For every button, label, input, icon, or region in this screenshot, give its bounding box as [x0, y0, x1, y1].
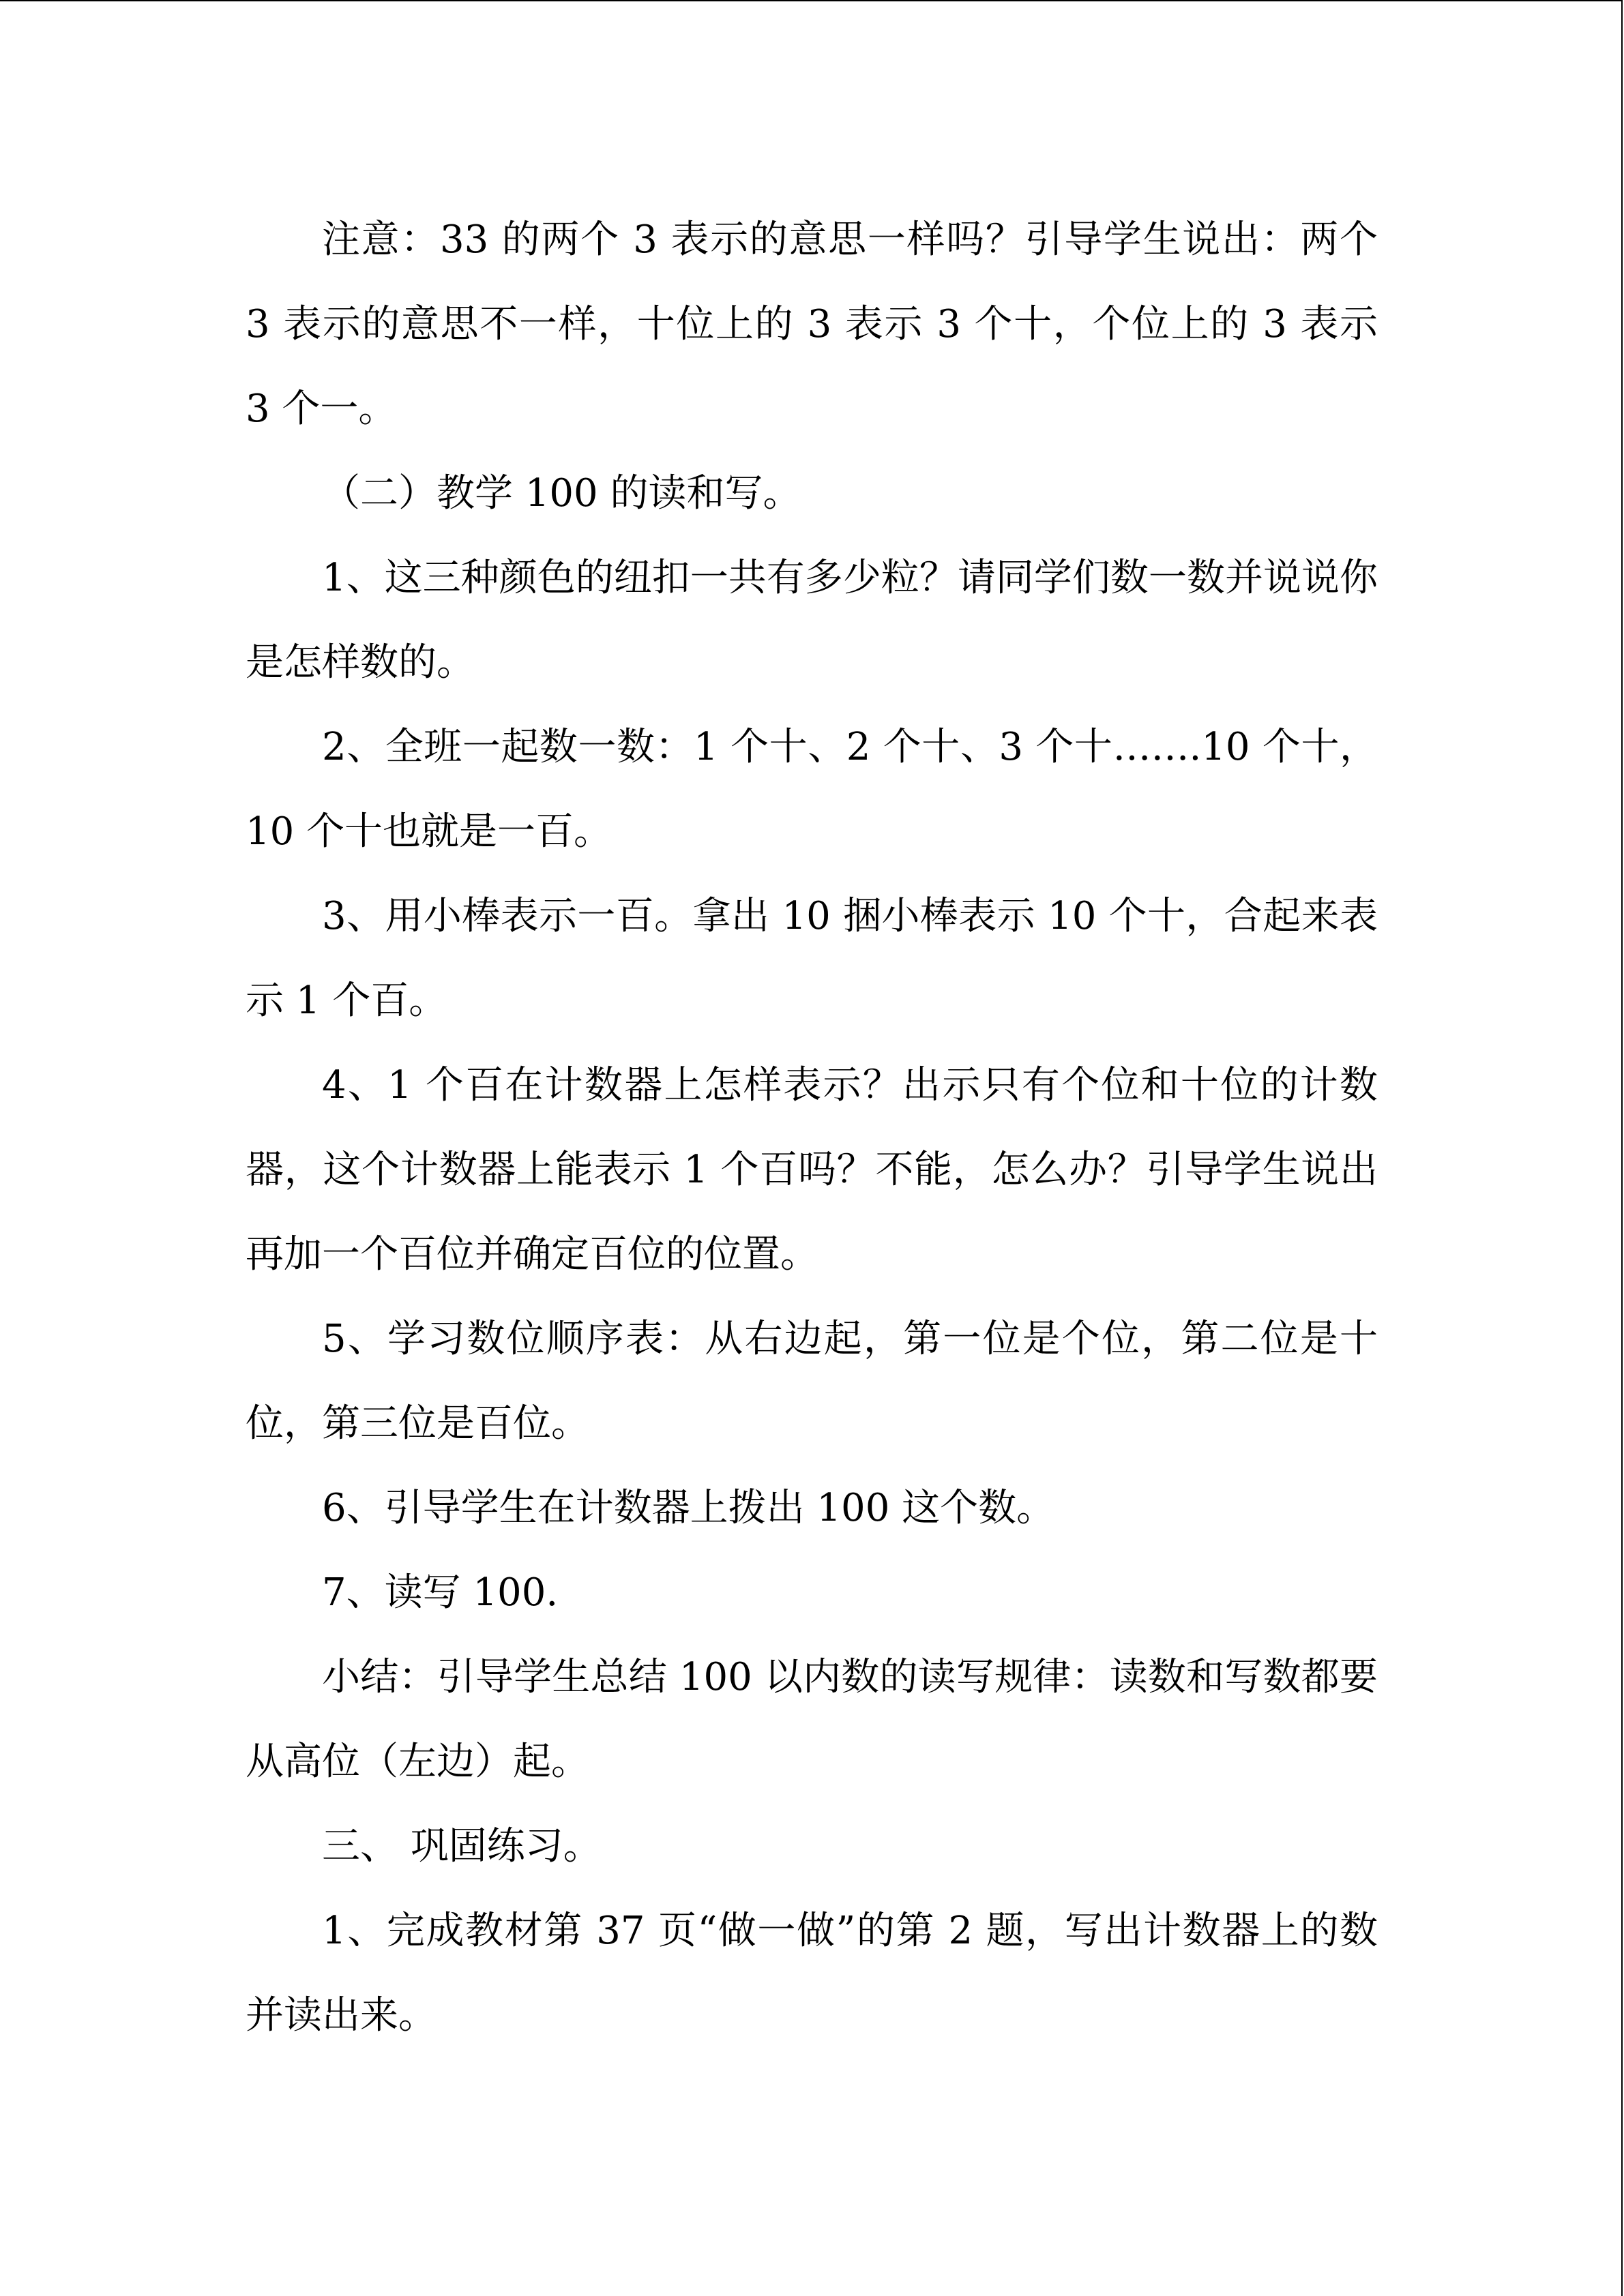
paragraph-step-2: 2、全班一起数一数：1 个十、2 个十、3 个十…….10 个十，10 个十也就是一百。 [246, 725, 1378, 854]
section-heading-teach-100: （二）教学 100 的读和写。 [322, 471, 801, 516]
paragraph-note-33: 注意：33 的两个 3 表示的意思一样吗？引导学生说出：两个 3 表示的意思不一样，十位上的 3 表示 3 个十，个位上的 3 表示 3 个一。 [246, 218, 1378, 431]
paragraph-step-3: 3、用小棒表示一百。拿出 10 捆小棒表示 10 个十，合起来表示 1 个百。 [246, 894, 1378, 1023]
document-body [246, 198, 1378, 2058]
paragraph-summary: 小结：引导学生总结 100 以内数的读写规律：读数和写数都要从高位（左边）起。 [246, 1655, 1378, 1784]
paragraph-step-5: 5、学习数位顺序表：从右边起，第一位是个位，第二位是十位，第三位是百位。 [246, 1317, 1378, 1446]
paragraph-step-4: 4、1 个百在计数器上怎样表示？出示只有个位和十位的计数器，这个计数器上能表示 1 个百吗？不能，怎么办？引导学生说出再加一个百位并确定百位的位置。 [246, 1063, 1378, 1277]
paragraph-step-1: 1、这三种颜色的纽扣一共有多少粒？请同学们数一数并说说你是怎样数的。 [246, 556, 1378, 685]
paragraph-practice-1: 1、完成教材第 37 页“做一做”的第 2 题，写出计数器上的数并读出来。 [246, 1909, 1378, 2038]
paragraph-step-7: 7、读写 100. [322, 1570, 559, 1615]
section-heading-practice: 三、 巩固练习。 [322, 1824, 602, 1868]
paragraph-step-6: 6、引导学生在计数器上拨出 100 这个数。 [322, 1486, 1055, 1530]
